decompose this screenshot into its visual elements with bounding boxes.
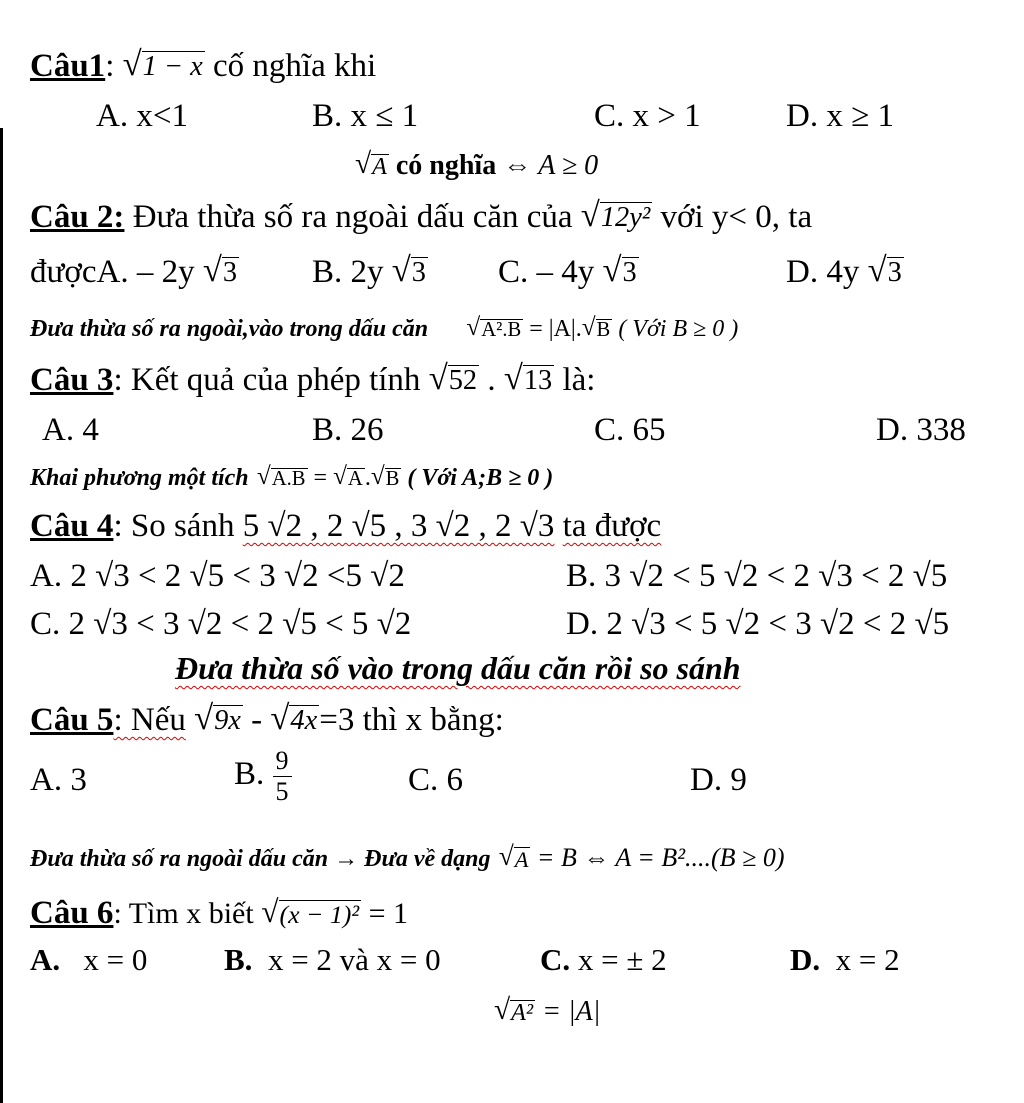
q6-option-b[interactable]: B. x = 2 và x = 0 — [224, 942, 441, 977]
q5-rad-2: √ 4x — [270, 699, 318, 737]
q1-rule-cond: A ≥ 0 — [538, 150, 599, 181]
q3-option-c[interactable]: C. 65 — [594, 412, 666, 448]
q5-option-b-fraction: $\frac{9}{5}$ — [273, 746, 292, 807]
q5-option-a[interactable]: A. 3 — [30, 762, 87, 798]
q1-option-b[interactable]: B. x ≤ 1 — [312, 98, 419, 134]
q1-text: cố nghĩa khi — [213, 48, 377, 84]
q4-compare-list: 5 √2 , 2 √5 , 3 √2 , 2 √3 — [242, 508, 555, 544]
q5-rule-text: Đưa thừa số ra ngoài dấu căn → Đưa về dạng — [30, 846, 491, 872]
q5-rule — [30, 836, 784, 879]
q5-option-d[interactable]: D. 9 — [690, 762, 747, 798]
q4-label: Câu 4 — [30, 508, 114, 544]
q2-label: Câu 2: — [30, 199, 125, 235]
left-border-line — [0, 128, 3, 1103]
q4-text-after: ta được — [562, 508, 662, 544]
q2-option-b[interactable]: B. 2y √ 3 — [312, 251, 426, 290]
q5-text-mid: =3 thì x bằng: — [319, 702, 504, 738]
q4-rule-text: Đưa thừa số vào trong dấu căn rồi so sánh — [175, 650, 741, 686]
q3-label: Câu 3 — [30, 362, 114, 398]
q1-rule — [355, 146, 598, 186]
q3-rad-2: √ 13 — [503, 359, 553, 397]
q2-text-before: Đưa thừa số ra ngoài dấu căn của — [132, 199, 573, 235]
q2-option-c[interactable]: C. – 4y √ 3 — [498, 251, 637, 290]
question-4 — [30, 506, 661, 546]
q6-option-c[interactable]: C. x = ± 2 — [540, 942, 667, 977]
q3-rad-1: √ 52 — [428, 359, 478, 397]
q3-text-after: là: — [562, 362, 596, 398]
q5-label: Câu 5 — [30, 702, 114, 738]
q4-text: : So sánh — [113, 508, 235, 544]
q6-rule-eq: = |A| — [542, 996, 601, 1027]
q4-option-c[interactable]: C. 2 √3 < 3 √2 < 2 √5 < 5 √2 — [30, 606, 412, 642]
q5-option-c[interactable]: C. 6 — [408, 762, 464, 798]
q6-rule-radical: √ A² — [494, 994, 534, 1026]
q6-text-after: = 1 — [368, 897, 409, 930]
q1-radical: √ 1 − x — [122, 45, 203, 83]
question-2 — [30, 197, 812, 237]
q1-option-a[interactable]: A. x<1 — [96, 98, 188, 134]
q6-rule — [494, 992, 600, 1032]
q2-text-after: với y< 0, ta — [660, 199, 813, 235]
q6-option-d[interactable]: D. x = 2 — [790, 942, 900, 977]
q6-radical: √ (x − 1)² — [261, 894, 360, 929]
q1-label: Câu1 — [30, 48, 106, 84]
q3-option-b[interactable]: B. 26 — [312, 412, 384, 448]
q6-label: Câu 6 — [30, 895, 114, 931]
q3-option-a[interactable]: A. 4 — [42, 412, 99, 448]
q5-text-before: : Nếu — [113, 702, 186, 738]
q1-option-d[interactable]: D. x ≥ 1 — [786, 98, 894, 134]
q1-option-c[interactable]: C. x > 1 — [594, 98, 701, 134]
q3-option-d[interactable]: D. 338 — [876, 412, 966, 448]
q4-rule — [175, 648, 741, 688]
q6-text-before: : Tìm x biết — [113, 897, 254, 930]
question-5: Câu 5: Nếu √ 9x - √ 4x =3 thì x bằng: — [30, 699, 504, 738]
question-6 — [30, 893, 408, 934]
q3-rule-formula: √ A.B = √ A . √ B ( Với A;B ≥ 0 ) — [256, 463, 554, 491]
q2-option-d[interactable]: D. 4y √ 3 — [786, 251, 902, 290]
q1-rule-radical: √ A — [355, 148, 387, 180]
q5-rule-formula: √ A = B ⇔ A = B²....(B ≥ 0) — [498, 841, 785, 872]
q4-option-b[interactable]: B. 3 √2 < 5 √2 < 2 √3 < 2 √5 — [566, 558, 948, 594]
question-1: Câu1: √ 1 − x cố nghĩa khi — [30, 45, 377, 84]
q5-rad-1: √ 9x — [194, 699, 241, 737]
q3-text-before: : Kết quả của phép tính — [113, 362, 421, 398]
q1-rule-text: có nghĩa ⇔ — [395, 150, 532, 181]
q4-option-d[interactable]: D. 2 √3 < 5 √2 < 3 √2 < 2 √5 — [566, 606, 950, 642]
q2-radical: √ 12y² — [580, 196, 651, 234]
q3-rule-text: Khai phương một tích — [30, 465, 249, 491]
q6-option-a[interactable]: A. x = 0 — [30, 942, 148, 977]
question-3: Câu 3: Kết quả của phép tính √ 52 . √ 13 là: — [30, 359, 596, 398]
q2-rule — [30, 306, 738, 349]
q5-option-b[interactable]: B. $\frac{9}{5}$ — [234, 746, 292, 807]
q2-rule-formula: √ A².B = |A|. √ B ( Với B ≥ 0 ) — [466, 314, 739, 342]
q2-option-a[interactable]: đượcA. – 2y √ 3 — [30, 251, 238, 290]
q4-option-a[interactable]: A. 2 √3 < 2 √5 < 3 √2 <5 √2 — [30, 558, 405, 594]
q3-rule — [30, 455, 553, 498]
q2-rule-text: Đưa thừa số ra ngoài,vào trong dấu căn — [30, 316, 429, 342]
